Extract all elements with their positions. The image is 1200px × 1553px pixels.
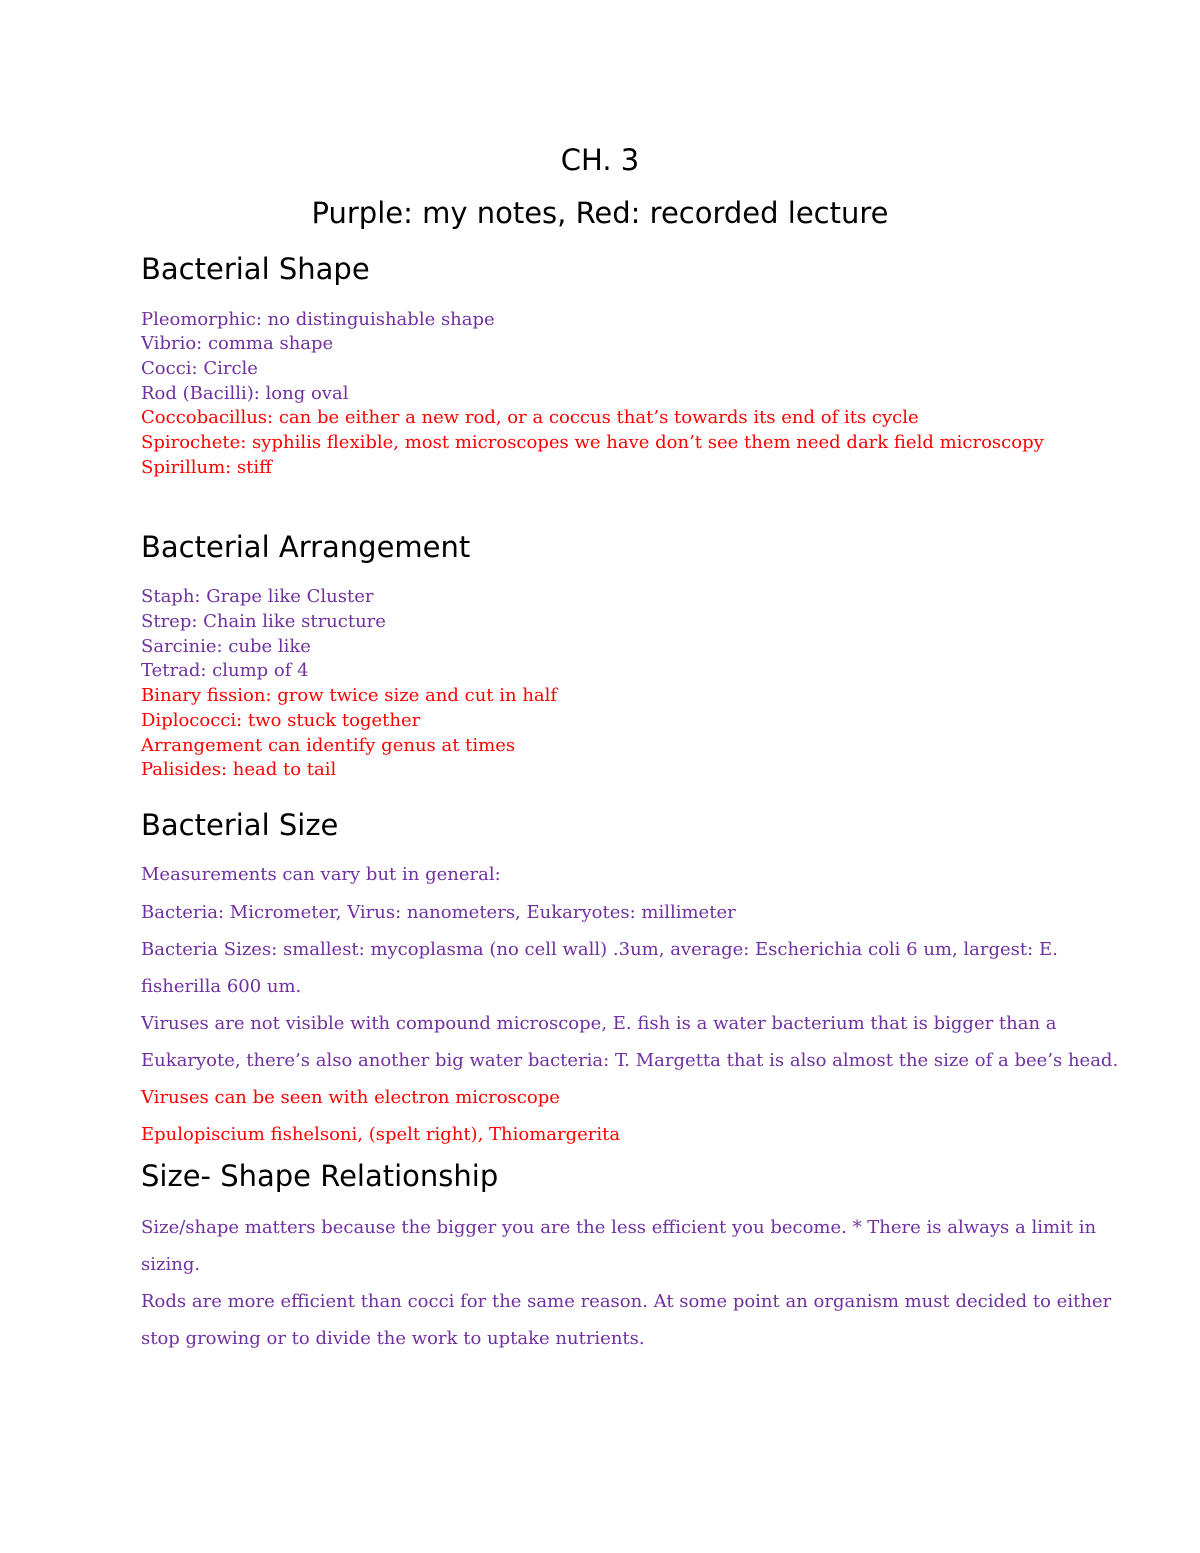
note-line: Spirillum: stiff [141, 457, 272, 478]
note-line: sizing. [141, 1254, 201, 1275]
section-heading-shape: Bacterial Shape [141, 252, 370, 286]
note-line: Diplococci: two stuck together [141, 710, 421, 731]
note-line: Rods are more efficient than cocci for the same reason. At some point an organism must decided to either [141, 1291, 1112, 1312]
note-line: Staph: Grape like Cluster [141, 586, 374, 607]
note-line: Viruses are not visible with compound microscope, E. fish is a water bacterium that is bigger than a [141, 1013, 1057, 1034]
note-line: Epulopiscium fishelsoni, (spelt right), Thiomargerita [141, 1124, 621, 1145]
doc-subtitle: Purple: my notes, Red: recorded lecture [311, 196, 889, 230]
note-line: Sarcinie: cube like [141, 636, 311, 657]
note-line: Eukaryote, there’s also another big water bacteria: T. Margetta that is also almost the size of a bee’s head. [141, 1050, 1119, 1071]
note-line: Binary fission: grow twice size and cut in half [141, 685, 558, 706]
note-line: Arrangement can identify genus at times [141, 735, 516, 756]
note-line: fisherilla 600 um. [141, 976, 302, 997]
note-line: Pleomorphic: no distinguishable shape [141, 309, 495, 330]
note-line: Cocci: Circle [141, 358, 258, 379]
note-line: Spirochete: syphilis flexible, most microscopes we have don’t see them need dark field microscopy [141, 432, 1044, 453]
section-heading-arrangement: Bacterial Arrangement [141, 530, 471, 564]
note-line: Measurements can vary but in general: [141, 864, 501, 885]
note-line: Size/shape matters because the bigger you are the less efficient you become. * There is always a limit in [141, 1217, 1097, 1238]
note-line: stop growing or to divide the work to uptake nutrients. [141, 1328, 645, 1349]
note-line: Tetrad: clump of 4 [141, 660, 309, 681]
section-heading-size-shape: Size- Shape Relationship [141, 1159, 499, 1193]
section-heading-size: Bacterial Size [141, 808, 339, 842]
note-line: Vibrio: comma shape [141, 333, 334, 354]
note-line: Bacteria Sizes: smallest: mycoplasma (no cell wall) .3um, average: Escherichia coli 6 um, largest: E. [141, 939, 1058, 960]
note-line: Strep: Chain like structure [141, 611, 386, 632]
note-line: Palisides: head to tail [141, 759, 337, 780]
doc-title: CH. 3 [560, 143, 640, 177]
note-line: Viruses can be seen with electron microscope [141, 1087, 560, 1108]
note-line: Rod (Bacilli): long oval [141, 383, 349, 404]
note-line: Coccobacillus: can be either a new rod, or a coccus that’s towards its end of its cycle [141, 407, 919, 428]
note-line: Bacteria: Micrometer, Virus: nanometers, Eukaryotes: millimeter [141, 902, 736, 923]
